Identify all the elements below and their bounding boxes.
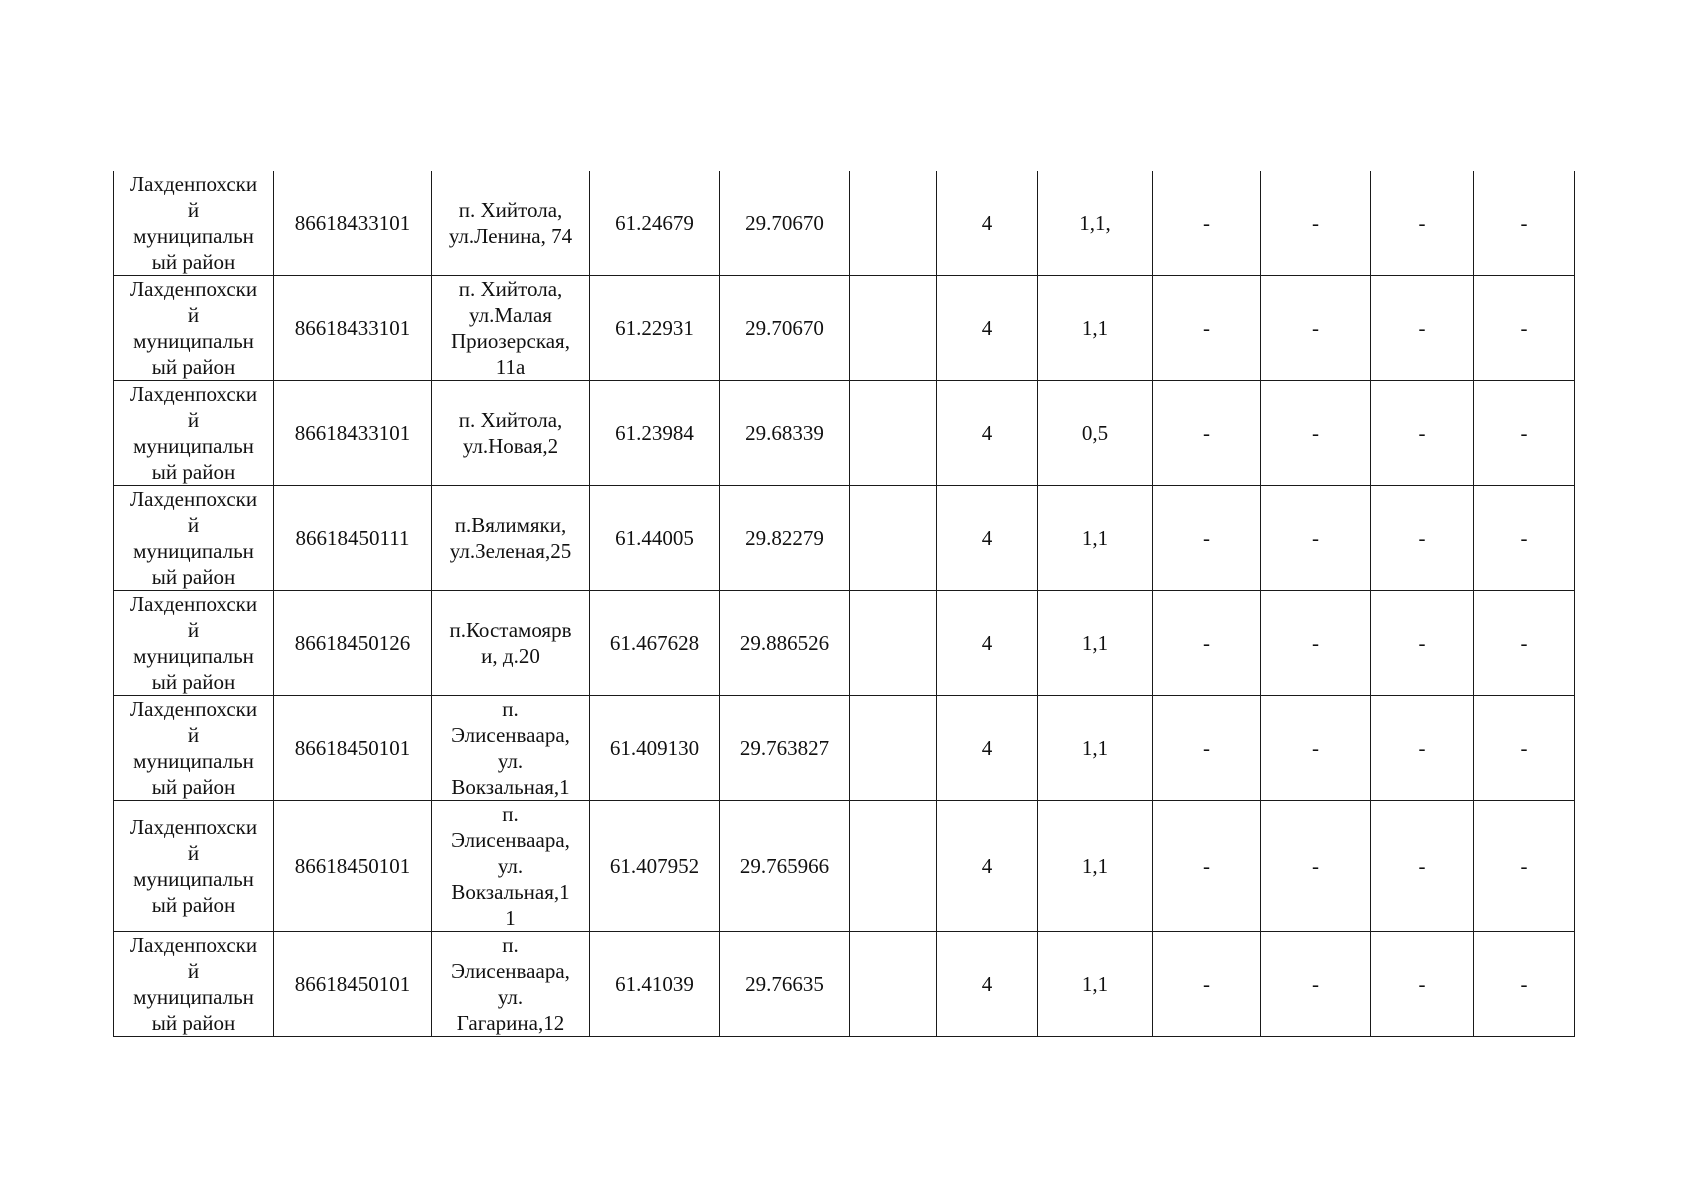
cell-col12: - <box>1474 381 1575 486</box>
cell-col9: - <box>1153 696 1261 801</box>
cell-district <box>114 696 274 801</box>
cell-district-line: муниципальн <box>133 749 254 773</box>
cell-district-line: ый район <box>151 355 236 379</box>
cell-code: 86618450111 <box>274 486 432 591</box>
registry-table <box>113 171 1575 1037</box>
cell-longitude: 29.886526 <box>720 591 850 696</box>
cell-district-line: муниципальн <box>133 539 254 563</box>
cell-district-line: й <box>187 618 200 642</box>
table-row <box>114 171 1575 276</box>
cell-col8: 1,1 <box>1038 591 1153 696</box>
cell-address-line: и, д.20 <box>481 644 540 668</box>
cell-district <box>114 381 274 486</box>
cell-code: 86618450101 <box>274 801 432 932</box>
table-row <box>114 696 1575 801</box>
cell-longitude: 29.70670 <box>720 171 850 276</box>
cell-latitude: 61.24679 <box>590 171 720 276</box>
cell-address-line: п. Хийтола, <box>458 408 563 432</box>
cell-col10: - <box>1261 932 1371 1037</box>
cell-address <box>432 801 590 932</box>
table-row <box>114 591 1575 696</box>
cell-col12: - <box>1474 486 1575 591</box>
cell-col7: 4 <box>937 276 1038 381</box>
cell-col6 <box>850 486 937 591</box>
cell-district-line: муниципальн <box>133 224 254 248</box>
cell-col11: - <box>1371 591 1474 696</box>
cell-col7: 4 <box>937 171 1038 276</box>
cell-longitude: 29.76635 <box>720 932 850 1037</box>
cell-col10: - <box>1261 381 1371 486</box>
cell-address-line: Элисенваара, <box>451 723 570 747</box>
cell-col11: - <box>1371 381 1474 486</box>
cell-address-line: Элисенваара, <box>451 828 570 852</box>
cell-district-line: й <box>187 198 200 222</box>
cell-col11: - <box>1371 276 1474 381</box>
cell-district-line: Лахденпохски <box>129 382 258 406</box>
cell-col9: - <box>1153 591 1261 696</box>
cell-district-line: Лахденпохски <box>129 487 258 511</box>
cell-col6 <box>850 171 937 276</box>
cell-code: 86618450101 <box>274 696 432 801</box>
cell-code: 86618433101 <box>274 276 432 381</box>
table-row <box>114 932 1575 1037</box>
cell-address <box>432 486 590 591</box>
table-body <box>114 171 1575 1037</box>
cell-col10: - <box>1261 171 1371 276</box>
cell-col12: - <box>1474 932 1575 1037</box>
cell-address <box>432 171 590 276</box>
cell-latitude: 61.23984 <box>590 381 720 486</box>
cell-code: 86618450126 <box>274 591 432 696</box>
cell-district-line: ый район <box>151 250 236 274</box>
cell-district-line: муниципальн <box>133 329 254 353</box>
cell-district-line: ый район <box>151 460 236 484</box>
cell-col8: 1,1 <box>1038 801 1153 932</box>
cell-address-line: п. <box>502 697 519 721</box>
table-row <box>114 381 1575 486</box>
cell-district-line: Лахденпохски <box>129 933 258 957</box>
cell-address <box>432 932 590 1037</box>
cell-col8: 1,1 <box>1038 276 1153 381</box>
cell-district-line: ый район <box>151 1011 236 1035</box>
cell-address <box>432 696 590 801</box>
cell-col6 <box>850 696 937 801</box>
cell-address-line: Элисенваара, <box>451 959 570 983</box>
cell-col12: - <box>1474 696 1575 801</box>
cell-col7: 4 <box>937 801 1038 932</box>
cell-address-line: п. <box>502 933 519 957</box>
cell-latitude: 61.407952 <box>590 801 720 932</box>
table-row <box>114 801 1575 932</box>
cell-col9: - <box>1153 381 1261 486</box>
cell-longitude: 29.765966 <box>720 801 850 932</box>
cell-district-line: Лахденпохски <box>129 697 258 721</box>
cell-address-line: ул. <box>497 985 524 1009</box>
cell-address-line: ул. <box>497 854 524 878</box>
cell-latitude: 61.409130 <box>590 696 720 801</box>
cell-address <box>432 276 590 381</box>
cell-col7: 4 <box>937 381 1038 486</box>
cell-col6 <box>850 932 937 1037</box>
cell-address-line: Вокзальная,1 <box>451 880 570 904</box>
cell-district <box>114 932 274 1037</box>
cell-col6 <box>850 381 937 486</box>
cell-district-line: й <box>187 723 200 747</box>
cell-col10: - <box>1261 276 1371 381</box>
cell-district-line: Лахденпохски <box>129 815 258 839</box>
cell-col11: - <box>1371 696 1474 801</box>
cell-district-line: й <box>187 303 200 327</box>
cell-col8: 0,5 <box>1038 381 1153 486</box>
cell-col7: 4 <box>937 591 1038 696</box>
cell-address-line: ул.Малая <box>469 303 552 327</box>
cell-col7: 4 <box>937 932 1038 1037</box>
table-row <box>114 486 1575 591</box>
cell-col8: 1,1 <box>1038 696 1153 801</box>
cell-district-line: ый район <box>151 775 236 799</box>
cell-address-line: ул.Ленина, 74 <box>448 224 573 248</box>
cell-address-line: ул. <box>497 749 524 773</box>
table-row <box>114 276 1575 381</box>
cell-district-line: Лахденпохски <box>129 277 258 301</box>
cell-district <box>114 486 274 591</box>
cell-col10: - <box>1261 486 1371 591</box>
cell-address-line: п.Вялимяки, <box>454 513 567 537</box>
cell-address-line: Приозерская, <box>451 329 570 353</box>
cell-address-line: п.Костамоярв <box>449 618 572 642</box>
cell-district-line: ый район <box>151 893 236 917</box>
cell-col9: - <box>1153 171 1261 276</box>
cell-col6 <box>850 276 937 381</box>
cell-longitude: 29.70670 <box>720 276 850 381</box>
cell-district-line: й <box>187 513 200 537</box>
cell-col7: 4 <box>937 486 1038 591</box>
cell-latitude: 61.467628 <box>590 591 720 696</box>
cell-col6 <box>850 801 937 932</box>
cell-district <box>114 171 274 276</box>
cell-district-line: муниципальн <box>133 867 254 891</box>
cell-address-line: 1 <box>505 906 516 930</box>
cell-district-line: муниципальн <box>133 644 254 668</box>
cell-col11: - <box>1371 486 1474 591</box>
cell-district-line: й <box>187 959 200 983</box>
cell-district-line: муниципальн <box>133 985 254 1009</box>
cell-address-line: п. Хийтола, <box>458 277 563 301</box>
cell-col10: - <box>1261 696 1371 801</box>
cell-address-line: Вокзальная,1 <box>451 775 570 799</box>
cell-col12: - <box>1474 591 1575 696</box>
cell-latitude: 61.44005 <box>590 486 720 591</box>
cell-col10: - <box>1261 591 1371 696</box>
cell-district-line: муниципальн <box>133 434 254 458</box>
cell-col6 <box>850 591 937 696</box>
cell-district-line: Лахденпохски <box>129 592 258 616</box>
cell-latitude: 61.41039 <box>590 932 720 1037</box>
cell-address-line: Гагарина,12 <box>456 1011 565 1035</box>
cell-district-line: й <box>187 841 200 865</box>
cell-col9: - <box>1153 276 1261 381</box>
cell-col8: 1,1, <box>1038 171 1153 276</box>
cell-address <box>432 381 590 486</box>
cell-col7: 4 <box>937 696 1038 801</box>
cell-col11: - <box>1371 801 1474 932</box>
cell-col12: - <box>1474 801 1575 932</box>
cell-latitude: 61.22931 <box>590 276 720 381</box>
cell-district <box>114 591 274 696</box>
cell-col12: - <box>1474 276 1575 381</box>
cell-code: 86618450101 <box>274 932 432 1037</box>
cell-address <box>432 591 590 696</box>
cell-district-line: ый район <box>151 565 236 589</box>
cell-code: 86618433101 <box>274 381 432 486</box>
cell-district-line: Лахденпохски <box>129 172 258 196</box>
cell-address-line: ул.Зеленая,25 <box>449 539 572 563</box>
cell-longitude: 29.82279 <box>720 486 850 591</box>
cell-col11: - <box>1371 171 1474 276</box>
cell-district-line: й <box>187 408 200 432</box>
cell-address-line: 11а <box>495 355 526 379</box>
cell-code: 86618433101 <box>274 171 432 276</box>
cell-col9: - <box>1153 801 1261 932</box>
cell-address-line: п. Хийтола, <box>458 198 563 222</box>
cell-district <box>114 801 274 932</box>
cell-address-line: п. <box>502 802 519 826</box>
cell-longitude: 29.68339 <box>720 381 850 486</box>
cell-col8: 1,1 <box>1038 486 1153 591</box>
cell-col11: - <box>1371 932 1474 1037</box>
cell-col9: - <box>1153 932 1261 1037</box>
cell-address-line: ул.Новая,2 <box>462 434 559 458</box>
cell-district <box>114 276 274 381</box>
cell-col8: 1,1 <box>1038 932 1153 1037</box>
cell-col9: - <box>1153 486 1261 591</box>
cell-col12: - <box>1474 171 1575 276</box>
cell-longitude: 29.763827 <box>720 696 850 801</box>
cell-district-line: ый район <box>151 670 236 694</box>
cell-col10: - <box>1261 801 1371 932</box>
